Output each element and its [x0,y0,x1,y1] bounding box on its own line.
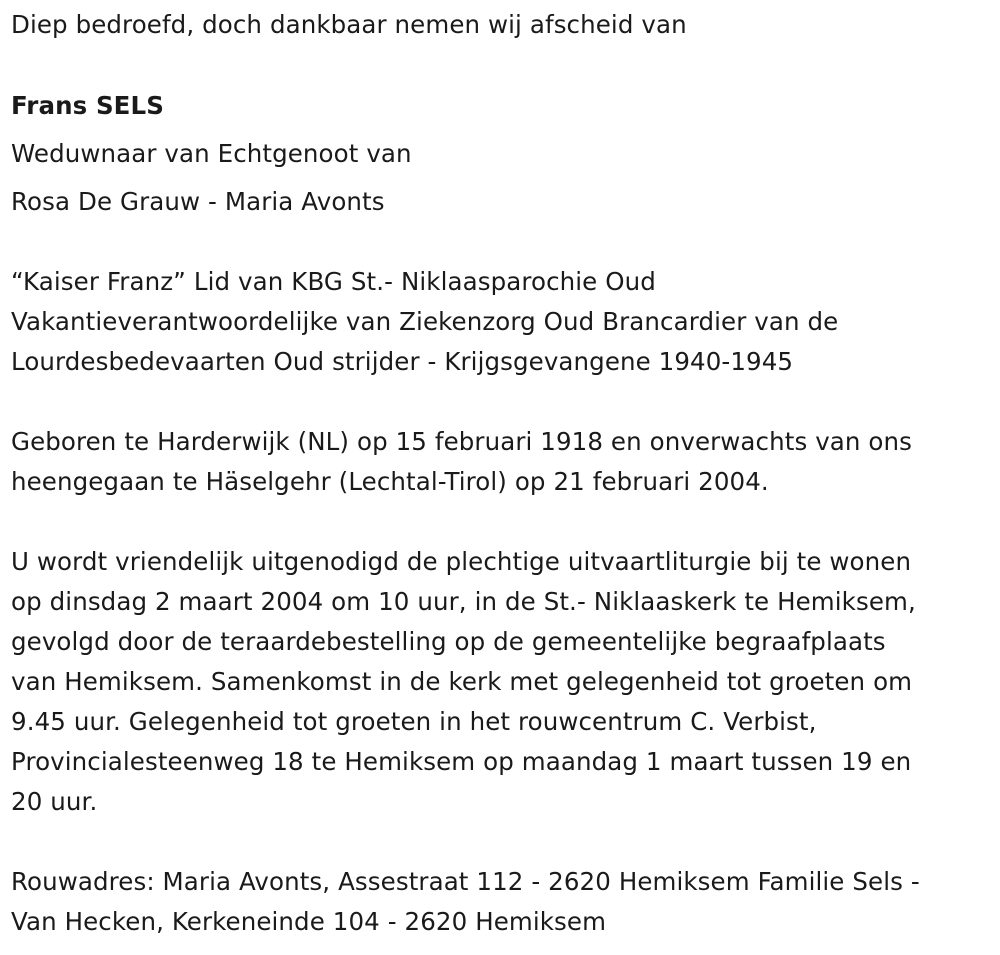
relation-text: Weduwnaar van Echtgenoot van [11,139,412,168]
spouses-text: Rosa De Grauw - Maria Avonts [11,187,385,216]
memberships-line-1: “Kaiser Franz” Lid van KBG St.- Niklaasparochie Oud [11,267,656,296]
birth-death-line-2: heengegaan te Häselgehr (Lechtal-Tirol) op 21 februari 2004. [11,467,769,496]
birth-death-line-1: Geboren te Harderwijk (NL) op 15 februari 1918 en onverwachts van ons [11,427,913,456]
funeral-line-6: Provincialesteenweg 18 te Hemiksem op maandag 1 maart tussen 19 en [11,747,912,776]
funeral-line-1: U wordt vriendelijk uitgenodigd de plechtige uitvaartliturgie bij te wonen [11,547,912,576]
funeral-line-2: op dinsdag 2 maart 2004 om 10 uur, in de St.- Niklaaskerk te Hemiksem, [11,587,916,616]
memberships-line-2: Vakantieverantwoordelijke van Ziekenzorg Oud Brancardier van de [11,307,839,336]
address-line-2: Van Hecken, Kerkeneinde 104 - 2620 Hemiksem [11,907,607,936]
deceased-name: Frans SELS [11,91,164,120]
funeral-line-5: 9.45 uur. Gelegenheid tot groeten in het rouwcentrum C. Verbist, [11,707,817,736]
memberships-line-3: Lourdesbedevaarten Oud strijder - Krijgsgevangene 1940-1945 [11,347,794,376]
intro-text: Diep bedroefd, doch dankbaar nemen wij afscheid van [11,10,687,39]
funeral-line-4: van Hemiksem. Samenkomst in de kerk met gelegenheid tot groeten om [11,667,913,696]
funeral-line-3: gevolgd door de teraardebestelling op de gemeentelijke begraafplaats [11,627,886,656]
funeral-line-7: 20 uur. [11,787,98,816]
address-line-1: Rouwadres: Maria Avonts, Assestraat 112 - 2620 Hemiksem Familie Sels - [11,867,920,896]
